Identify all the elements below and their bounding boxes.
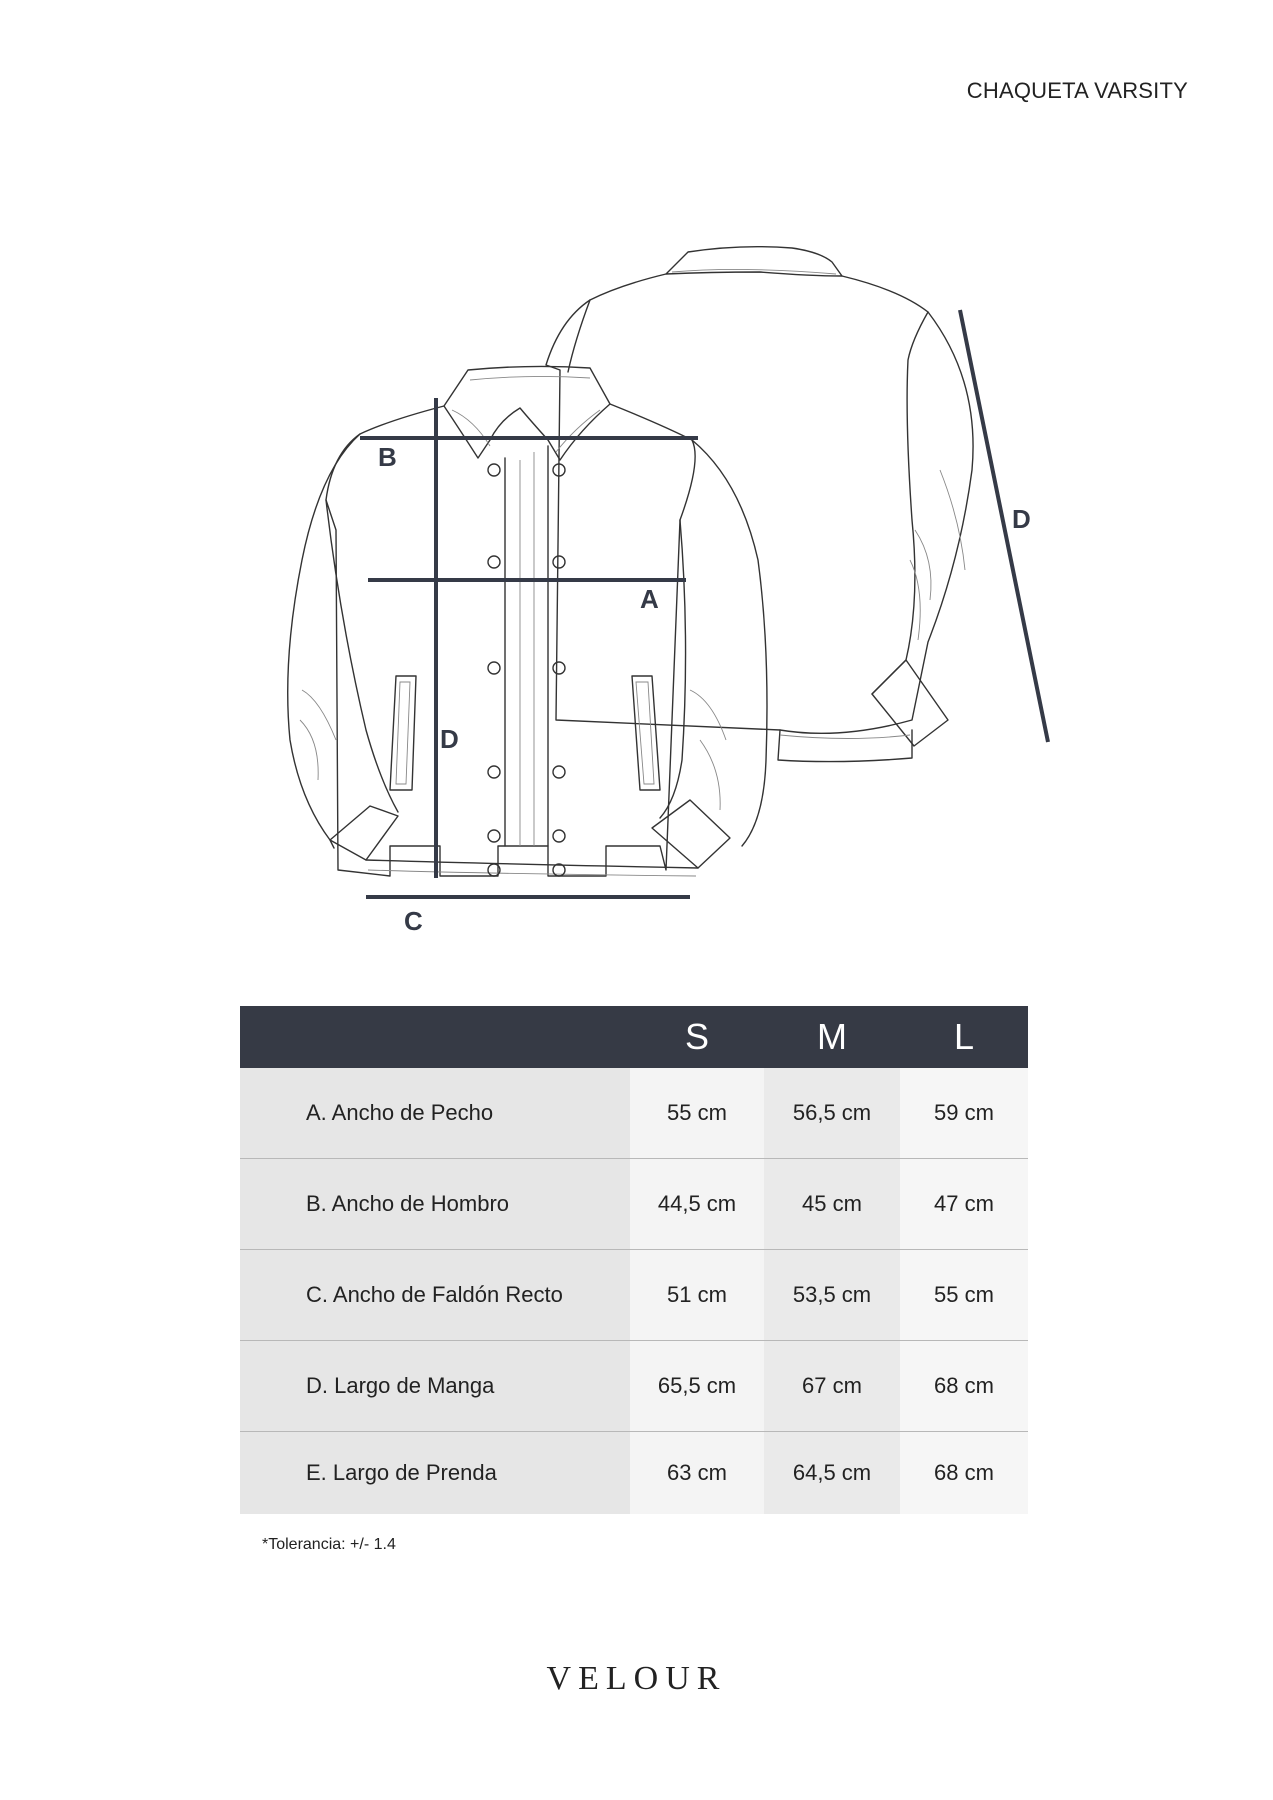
- table-row: [240, 1159, 1028, 1250]
- header-blank: [240, 1006, 630, 1068]
- table-row: [240, 1432, 1028, 1515]
- label-d-back: D: [1012, 504, 1031, 534]
- header-size-l: L: [900, 1006, 1028, 1068]
- cell-s: 55 cm: [630, 1068, 764, 1159]
- cell-m: 56,5 cm: [764, 1068, 900, 1159]
- cell-m: 67 cm: [764, 1341, 900, 1432]
- cell-s: 51 cm: [630, 1250, 764, 1341]
- table-header-row: [240, 1006, 1028, 1068]
- brand-logo: VELOUR: [546, 1660, 727, 1697]
- jacket-back-view: [546, 247, 973, 762]
- table-row: [240, 1250, 1028, 1341]
- cell-l: 47 cm: [900, 1159, 1028, 1250]
- cell-m: 53,5 cm: [764, 1250, 900, 1341]
- table-row: [240, 1341, 1028, 1432]
- table-row: [240, 1068, 1028, 1159]
- row-label: D. Largo de Manga: [240, 1341, 630, 1432]
- row-label: B. Ancho de Hombro: [240, 1159, 630, 1250]
- cell-l: 68 cm: [900, 1432, 1028, 1515]
- row-label: E. Largo de Prenda: [240, 1432, 630, 1515]
- tolerance-note: *Tolerancia: +/- 1.4: [262, 1536, 396, 1553]
- cell-s: 44,5 cm: [630, 1159, 764, 1250]
- header-size-m: M: [764, 1006, 900, 1068]
- header-size-s: S: [630, 1006, 764, 1068]
- label-c: C: [404, 906, 423, 936]
- label-b: B: [378, 442, 397, 472]
- size-chart-table: [240, 1006, 1028, 1514]
- label-d-front: D: [440, 724, 459, 754]
- cell-l: 55 cm: [900, 1250, 1028, 1341]
- page-title: CHAQUETA VARSITY: [966, 78, 1188, 103]
- label-a: A: [640, 584, 659, 614]
- cell-s: 65,5 cm: [630, 1341, 764, 1432]
- measure-line-d-back: [960, 310, 1048, 742]
- cell-l: 68 cm: [900, 1341, 1028, 1432]
- cell-m: 45 cm: [764, 1159, 900, 1250]
- jacket-front-view: [288, 366, 767, 876]
- cell-l: 59 cm: [900, 1068, 1028, 1159]
- row-label: A. Ancho de Pecho: [240, 1068, 630, 1159]
- cell-s: 63 cm: [630, 1432, 764, 1515]
- row-label: C. Ancho de Faldón Recto: [240, 1250, 630, 1341]
- cell-m: 64,5 cm: [764, 1432, 900, 1515]
